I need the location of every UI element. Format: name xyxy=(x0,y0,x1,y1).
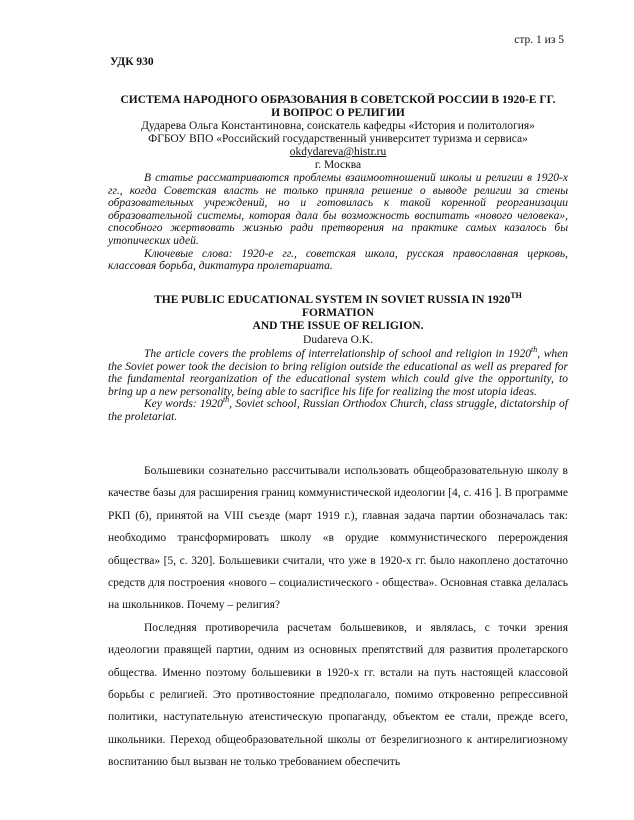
body-paragraph-2: Последняя противоречила расчетам большевиков, и являлась, с точки зрения идеологии правящей партии, одним из основных препятствий для развития пролетарского общества. Именно поэтому большевики в 1920-х гг. встали на путь настоящей классовой борьбы с религией. Это противостояние предполагало, помимо откровенно репрессивной политики, наступательную атеистическую пропаганду, объектом ее стали, прежде всего, школьники. Переход общеобразовательной школы от безрелигиозного к антирелигиозному воспитанию был вызван не только требованием обеспечить xyxy=(108,621,568,769)
en-keywords: Key words: 1920th, Soviet school, Russian Orthodox Church, class struggle, dictatorship of the proletariat. xyxy=(108,395,568,423)
ru-affiliation: ФГБОУ ВПО «Российский государственный университет туризма и сервиса» xyxy=(148,133,528,145)
ru-abstract-block xyxy=(108,172,568,273)
en-title-line-3: AND THE ISSUE OF RELIGION. xyxy=(252,320,424,332)
en-title xyxy=(108,291,568,333)
en-title-line-2: FORMATION xyxy=(302,307,374,319)
author-email-link[interactable]: okdydareva@histr.ru xyxy=(289,146,387,158)
ru-author-block xyxy=(108,120,568,172)
ru-title-line-1: СИСТЕМА НАРОДНОГО ОБРАЗОВАНИЯ В СОВЕТСКОЙ РОССИИ В 1920-Е ГГ. xyxy=(120,94,556,106)
ru-abstract: В статье рассматриваются проблемы взаимоотношений школы и религии в 1920-х гг., когда Советская власть не только приняла решение о выводе религии за стены образовательных учреждений, но и готовилась к такой коренной реорганизации образовательной системы, которая дала бы возможность воспитать «нового человека», способного жертвовать жизнью ради претворения на практике самых казалось бы утопических идей. xyxy=(108,172,568,247)
en-title-line-1: THE PUBLIC EDUCATIONAL SYSTEM IN SOVIET RUSSIA IN 1920TH xyxy=(154,291,522,306)
ru-city: г. Москва xyxy=(314,159,362,171)
en-abstract-block xyxy=(108,345,568,424)
article-body xyxy=(108,460,568,774)
ru-author: Дударева Ольга Константиновна, соискатель кафедры «История и политология» xyxy=(141,120,535,132)
ru-title-line-2: И ВОПРОС О РЕЛИГИИ xyxy=(271,107,405,119)
en-author: Dudareva O.K. xyxy=(303,334,373,346)
en-abstract: The article covers the problems of interrelationship of school and religion in 1920th, when the Soviet power took the decision to bring religion outside the educational as well as prepared for the fundamental reorganization of the educational system which could give the opportunity, to bring up a new personality, being able to sacrifice his life for realizing the most utopia ideas. xyxy=(108,345,568,398)
page-number: стр. 1 из 5 xyxy=(514,34,564,46)
ru-title xyxy=(108,94,568,120)
body-paragraph-1: Большевики сознательно рассчитывали использовать общеобразовательную школу в качестве базы для расширения границ коммунистической идеологии [4, с. 416 ]. В программе РКП (б), принятой на VIII съезде (март 1919 г.), главная задача партии обозначалась так: необходимо трансформировать школу «в орудие коммунистического перерождения общества» [5, с. 320]. Большевики считали, что уже в 1920-х гг. было накоплено достаточно средств для построения «нового – социалистического - общества». Основная ставка делалась на школьников. Почему – религия? xyxy=(108,465,568,612)
udk-code: УДК 930 xyxy=(110,56,154,68)
ru-keywords: Ключевые слова: 1920-е гг., советская школа, русская православная церковь, классовая борьба, диктатура пролетариата. xyxy=(108,247,568,273)
